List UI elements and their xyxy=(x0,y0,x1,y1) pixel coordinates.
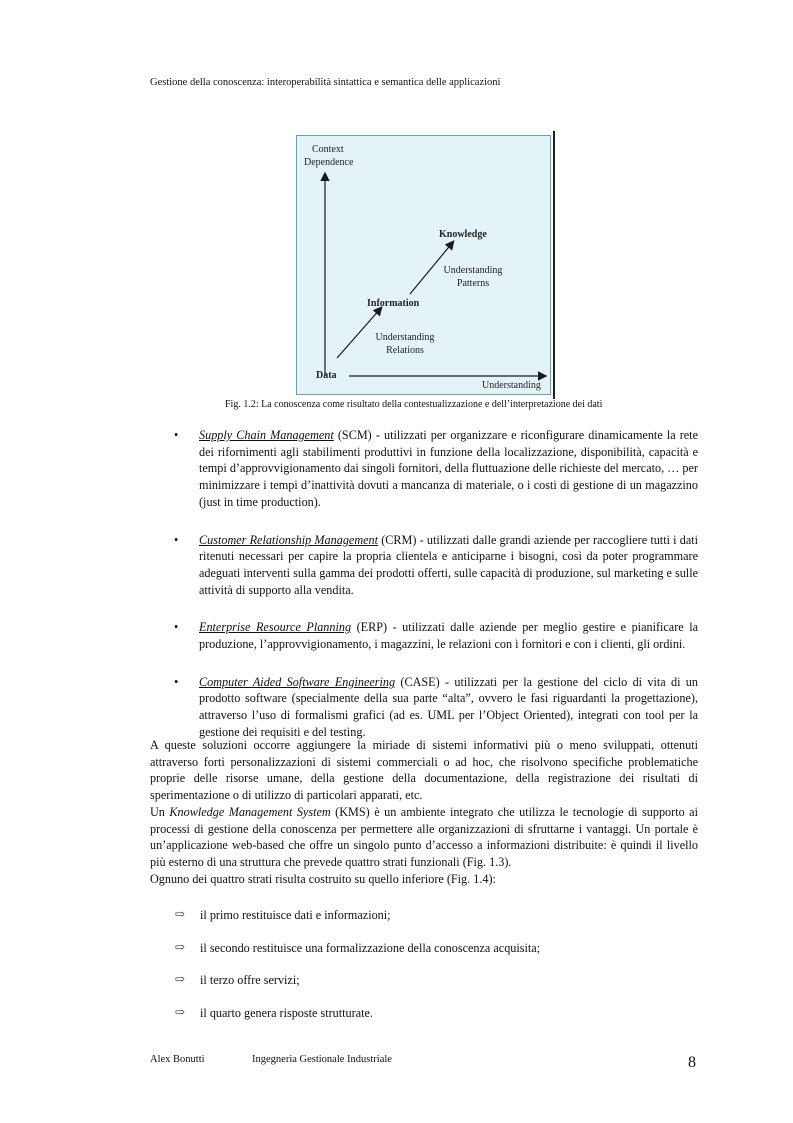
bullet-item-crm xyxy=(174,532,698,599)
layer-item-3 xyxy=(175,972,695,989)
bullet-item-scm xyxy=(174,427,698,511)
paragraph-layers: Ognuno dei quattro strati risulta costruito su quello inferiore (Fig. 1.4): xyxy=(150,871,496,886)
arrow-right-icon: ⇨ xyxy=(175,907,186,921)
kms-text: (KMS) è un ambiente integrato che utilizza le tecnologie di supporto ai processi di gestione della conoscenza per permettere alle organizzazioni di sfruttarne i vantaggi. Un portale è un’applicazione web-based che offre un singolo punto d’accesso a informazioni distribuite: è quindi il livello più esterno di una struttura che prevede quattro strati funzionali (Fig. 1.3). xyxy=(150,804,698,869)
arrow-right-icon: ⇨ xyxy=(175,1005,186,1020)
bullet-abbr: (SCM) xyxy=(333,428,372,442)
bullet-term: Customer Relationship Management xyxy=(199,532,379,547)
page-number: 8 xyxy=(688,1054,696,1071)
kms-term: Knowledge Management System xyxy=(169,804,331,819)
kms-prefix: Un xyxy=(150,804,170,819)
bullet-term: Computer Aided Software Engineering xyxy=(199,674,396,689)
bullet-list xyxy=(174,427,698,762)
bullet-dot: • xyxy=(174,674,179,689)
bullet-dot: • xyxy=(174,532,179,547)
layer-text: il terzo offre servizi; xyxy=(200,973,300,988)
bullet-text: - utilizzati per la gestione del ciclo di vita di un prodotto software (specialmente della sua parte “alta”, ovvero le fasi riguardanti la progettazione), attraverso l’uso di formalismi grafici (ad es. UML per l’Object Oriented), integrati con tool per la gestione dei requisiti e del testing. xyxy=(199,674,698,739)
body-text xyxy=(150,737,698,887)
layer-list xyxy=(175,907,695,1038)
relations-label-line2: Relations xyxy=(386,345,424,356)
bullet-text: - utilizzati dalle grandi aziende per raccogliere tutti i dati ritenuti necessari per capire la propria clientela e anticiparne i bisogni, così da poter programmare adeguati interventi sulla gamma dei prodotti offerti, sulle capacità di produzione, sul marketing e sulle attività di supporto alla vendita. xyxy=(199,532,698,597)
relations-label-line1: Understanding xyxy=(375,332,435,343)
patterns-label-line2: Patterns xyxy=(456,278,490,289)
page-header: Gestione della conoscenza: interoperabilità sintattica e semantica delle applicazioni xyxy=(150,77,501,88)
bullet-dot: • xyxy=(174,428,179,442)
bullet-abbr: (CRM) xyxy=(378,532,417,547)
paragraph-information-systems: A queste soluzioni occorre aggiungere la miriade di sistemi informativi più o meno sviluppati, ottenuti attraverso forti personalizzazioni di sistemi commerciali o ad hoc, che risolvono specifiche problematiche proprie delle risorse umane, della gestione della documentazione, della registrazione dei risultati di sperimentazione o di utilizzo di particolari apparati, etc. xyxy=(150,738,698,803)
bullet-abbr: (CASE) xyxy=(395,674,440,689)
layer-text: il secondo restituisce una formalizzazione della conoscenza acquisita; xyxy=(200,940,541,955)
bullet-item-case xyxy=(174,674,698,741)
layer-item-1 xyxy=(175,907,695,924)
knowledge-hierarchy-figure xyxy=(296,135,551,395)
layer-text: il quarto genera risposte strutturate. xyxy=(200,1006,373,1021)
patterns-label-line1: Understanding xyxy=(443,265,503,276)
layer-text: il primo restituisce dati e informazioni; xyxy=(200,908,391,922)
bullet-text: - utilizzati per organizzare e riconfigurare dinamicamente la rete dei rifornimenti agli stabilimenti produttivi in funzione della localizzazione, disponibilità, capacità e tempi d’approvvigionamento dai singoli fornitori, della fluttuazione delle richieste del mercato, … per minimizzare i tempi d’inattività dovuti a mancanza di materiale, o i costi di gestione di un magazzino (just in time production). xyxy=(199,428,698,509)
bullet-item-erp xyxy=(174,619,698,652)
bullet-dot: • xyxy=(174,620,179,635)
arrow-right-icon: ⇨ xyxy=(175,939,186,954)
knowledge-label: Knowledge xyxy=(439,229,487,240)
arrow-right-icon: ⇨ xyxy=(175,972,186,987)
footer-course: Ingegneria Gestionale Industriale xyxy=(252,1054,392,1065)
y-axis-label-line1: Context xyxy=(312,144,344,155)
x-axis-label: Understanding xyxy=(482,380,541,391)
bullet-abbr: (ERP) xyxy=(351,620,388,635)
figure-caption: Fig. 1.2: La conoscenza come risultato della contestualizzazione e dell’interpretazione dei dati xyxy=(225,399,603,410)
information-label: Information xyxy=(367,298,420,309)
bullet-text: - utilizzati dalle aziende per meglio gestire e pianificare la produzione, l’approvvigionamento, i magazzini, le relazioni con i fornitori e con i clienti, gli ordini. xyxy=(199,620,698,652)
data-label: Data xyxy=(316,370,337,381)
layer-item-2 xyxy=(175,940,695,957)
layer-item-4 xyxy=(175,1005,695,1022)
figure-right-edge xyxy=(553,131,555,399)
footer-author: Alex Bonutti xyxy=(150,1054,205,1065)
bullet-term: Supply Chain Management xyxy=(199,428,334,442)
y-axis-label-line2: Dependence xyxy=(304,157,354,168)
paragraph-kms xyxy=(150,804,698,871)
bullet-term: Enterprise Resource Planning xyxy=(199,620,352,635)
